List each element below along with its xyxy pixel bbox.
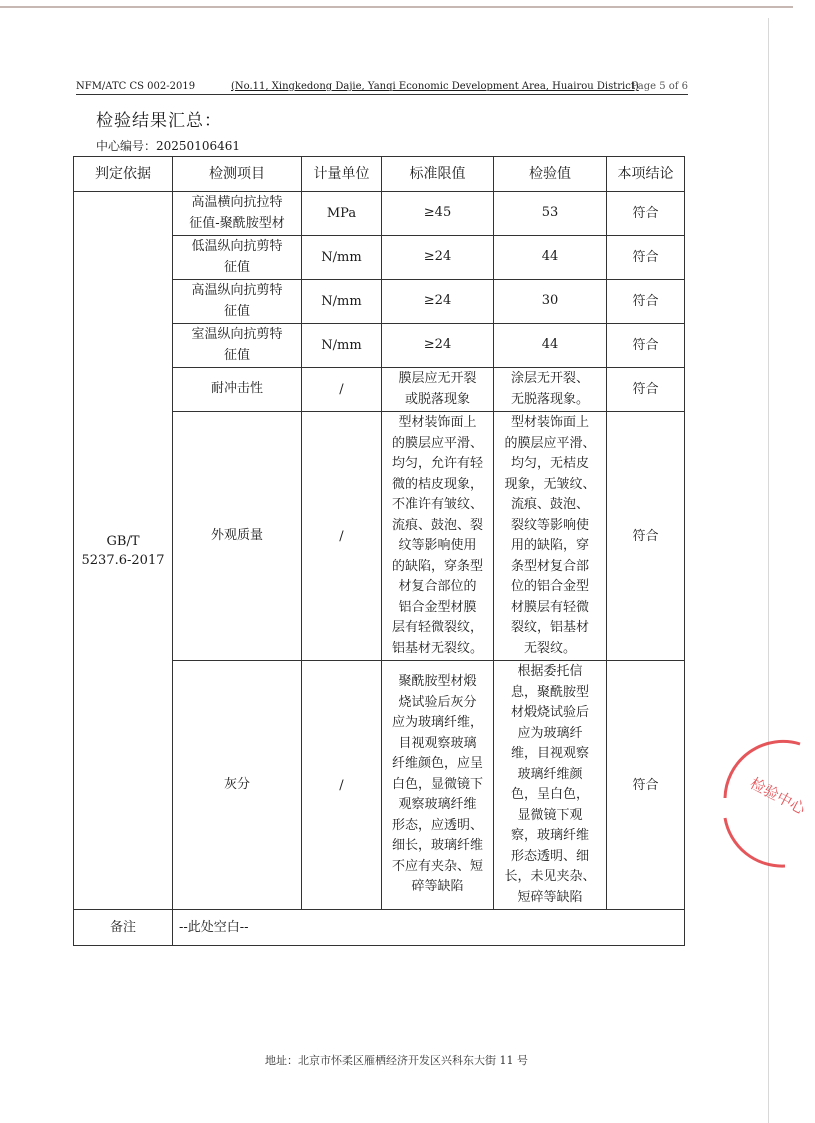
cell-item-line: 征值-聚酰胺型材	[189, 215, 285, 231]
table-header-row	[74, 157, 685, 192]
cell-limit	[382, 192, 494, 236]
cell-value	[494, 280, 607, 324]
cell-item-line: 高温纵向抗剪特	[191, 283, 283, 298]
cell-result: 符合	[607, 192, 685, 236]
cell-limit-line: 铝基材无裂纹。	[391, 640, 483, 656]
red-seal-stamp	[705, 738, 815, 868]
cell-limit-line: 均匀，允许有轻	[391, 456, 483, 471]
cell-limit-line: 观察玻璃纤维	[398, 797, 477, 813]
cell-item	[173, 192, 302, 236]
cell-item-line: 高温横向抗拉特	[191, 195, 283, 210]
cell-item-line: 征值	[223, 259, 250, 275]
cell-limit-line: 白色，显微镜下	[391, 776, 483, 792]
cell-value-line: 玻璃纤维颜	[517, 766, 583, 782]
cell-item-line: 征值	[223, 347, 250, 363]
cell-value-line: 显微镜下观	[517, 807, 583, 823]
cell-limit-line: 层有轻微裂纹，	[391, 620, 483, 635]
basis-line: 5237.6-2017	[81, 552, 165, 568]
results-table	[73, 156, 685, 946]
cell-limit	[382, 661, 494, 910]
cell-item-line: 室温纵向抗剪特	[191, 327, 283, 342]
cell-limit-line: 不应有夹杂、短	[391, 858, 483, 874]
cell-limit-line: 碎等缺陷	[411, 879, 464, 895]
cell-unit: N/mm	[302, 236, 382, 280]
cell-limit-line: 或脱落现象	[404, 391, 470, 407]
cell-value	[494, 412, 607, 661]
cell-item	[173, 236, 302, 280]
cell-item	[173, 324, 302, 368]
cell-value-line: 息，聚酰胺型	[510, 684, 589, 700]
cell-result: 符合	[607, 661, 685, 910]
cell-result: 符合	[607, 412, 685, 661]
basis-line: GB/T	[106, 533, 140, 549]
cell-limit-line: 型材装饰面上	[398, 415, 477, 430]
cell-value-line: 均匀，无桔皮	[510, 456, 589, 471]
cell-limit-line: 目视观察玻璃	[398, 735, 477, 751]
cell-result: 符合	[607, 280, 685, 324]
cell-limit	[382, 236, 494, 280]
cell-item	[173, 368, 302, 412]
cell-limit-line: 微的桔皮现象，	[391, 476, 483, 492]
cell-result: 符合	[607, 324, 685, 368]
cell-limit-line: ≥24	[423, 337, 452, 353]
cell-item	[173, 280, 302, 324]
page-edge-line	[768, 18, 769, 1123]
cell-value-line: 裂纹等影响使	[510, 517, 589, 533]
cell-limit	[382, 368, 494, 412]
cell-value-line: 的膜层应平滑、	[504, 435, 596, 451]
cell-basis	[74, 192, 173, 910]
cell-value-line: 30	[541, 293, 559, 309]
center-number-label: 中心编号：	[96, 139, 157, 153]
cell-limit	[382, 280, 494, 324]
cell-value-line: 53	[541, 205, 559, 221]
cell-value-line: 色，呈白色，	[510, 787, 589, 802]
cell-item-line: 低温纵向抗剪特	[191, 239, 283, 254]
col-header-result: 本项结论	[607, 157, 685, 192]
cell-limit-line: ≥45	[423, 205, 452, 221]
col-header-unit: 计量单位	[302, 157, 382, 192]
cell-item	[173, 661, 302, 910]
cell-value	[494, 661, 607, 910]
center-number	[96, 137, 240, 154]
cell-limit-line: 铝合金型材膜	[398, 599, 477, 615]
cell-value-line: 44	[541, 249, 559, 265]
cell-limit-line: ≥24	[423, 249, 452, 265]
cell-limit-line: 细长，玻璃纤维	[391, 838, 483, 854]
cell-value-line: 无裂纹。	[523, 640, 576, 656]
cell-limit-line: 的缺陷，穿条型	[391, 558, 483, 574]
col-header-value: 检验值	[494, 157, 607, 192]
cell-item-line: 灰分	[223, 776, 250, 792]
cell-value	[494, 368, 607, 412]
cell-limit-line: 形态，应透明、	[391, 817, 483, 833]
cell-value-line: 44	[541, 337, 559, 353]
stamp-text: 检验中心	[746, 774, 809, 819]
cell-limit-line: 的膜层应平滑、	[391, 435, 483, 451]
cell-value-line: 材膜层有轻微	[510, 599, 589, 615]
cell-limit-line: 烧试验后灰分	[398, 694, 477, 710]
cell-unit: /	[302, 412, 382, 661]
cell-limit-line: 材复合部位的	[398, 579, 477, 594]
page-footer-address: 地址：北京市怀柔区雁栖经济开发区兴科东大街 11 号	[265, 1054, 528, 1067]
cell-limit-line: 流痕、鼓泡、裂	[391, 517, 483, 533]
cell-unit: /	[302, 661, 382, 910]
table-row	[74, 192, 685, 236]
cell-value-line: 条型材复合部	[510, 558, 589, 574]
cell-value-line: 短碎等缺陷	[517, 889, 583, 905]
cell-unit: MPa	[302, 192, 382, 236]
cell-unit: N/mm	[302, 280, 382, 324]
cell-value-line: 现象，无皱纹、	[504, 476, 596, 492]
cell-unit: /	[302, 368, 382, 412]
center-number-value: 20250106461	[156, 139, 240, 153]
page-title: 检验结果汇总：	[96, 111, 222, 131]
page-header	[76, 81, 688, 95]
cell-unit: N/mm	[302, 324, 382, 368]
cell-value-line: 无脱落现象。	[510, 391, 589, 407]
remark-label: 备注	[74, 910, 173, 946]
document-code: NFM/ATC CS 002-2019	[76, 81, 196, 92]
col-header-basis: 判定依据	[74, 157, 173, 192]
remark-value: --此处空白--	[173, 910, 685, 946]
cell-item-line: 耐冲击性	[210, 381, 263, 397]
cell-limit-line: 聚酰胺型材煅	[398, 674, 477, 690]
cell-value-line: 根据委托信	[517, 664, 583, 679]
remark-row	[74, 910, 685, 946]
cell-item-line: 外观质量	[210, 527, 263, 543]
cell-item-line: 征值	[223, 303, 250, 319]
cell-limit-line: 膜层应无开裂	[398, 371, 477, 386]
cell-value-line: 型材装饰面上	[510, 415, 589, 430]
cell-value-line: 察，玻璃纤维	[510, 828, 589, 843]
header-address: (No.11, Xingkedong Dajie, Yanqi Economic Development Area, Huairou District)	[231, 81, 639, 92]
cell-value-line: 涂层无开裂、	[510, 371, 589, 386]
page-number: Page 5 of 6	[631, 81, 688, 92]
cell-result: 符合	[607, 368, 685, 412]
cell-value-line: 流痕、鼓泡、	[510, 497, 589, 512]
cell-limit-line: 不准许有皱纹、	[391, 497, 483, 512]
cell-limit-line: 纤维颜色，应呈	[391, 756, 483, 772]
cell-value-line: 长，未见夹杂、	[504, 869, 596, 884]
cell-limit-line: ≥24	[423, 293, 452, 309]
cell-limit-line: 应为玻璃纤维，	[391, 715, 483, 731]
cell-value	[494, 192, 607, 236]
cell-limit-line: 纹等影响使用	[398, 538, 477, 553]
cell-value-line: 裂纹，铝基材	[510, 620, 589, 635]
cell-value	[494, 236, 607, 280]
cell-value-line: 材煅烧试验后	[510, 705, 589, 720]
cell-value-line: 形态透明、细	[510, 848, 589, 864]
cell-value-line: 维，目视观察	[510, 746, 589, 761]
cell-value-line: 位的铝合金型	[510, 579, 589, 594]
top-border-line	[0, 6, 793, 8]
cell-result: 符合	[607, 236, 685, 280]
col-header-item: 检测项目	[173, 157, 302, 192]
cell-value	[494, 324, 607, 368]
cell-value-line: 应为玻璃纤	[517, 725, 583, 741]
col-header-limit: 标准限值	[382, 157, 494, 192]
cell-item	[173, 412, 302, 661]
cell-limit	[382, 412, 494, 661]
cell-limit	[382, 324, 494, 368]
cell-value-line: 用的缺陷，穿	[510, 538, 589, 553]
